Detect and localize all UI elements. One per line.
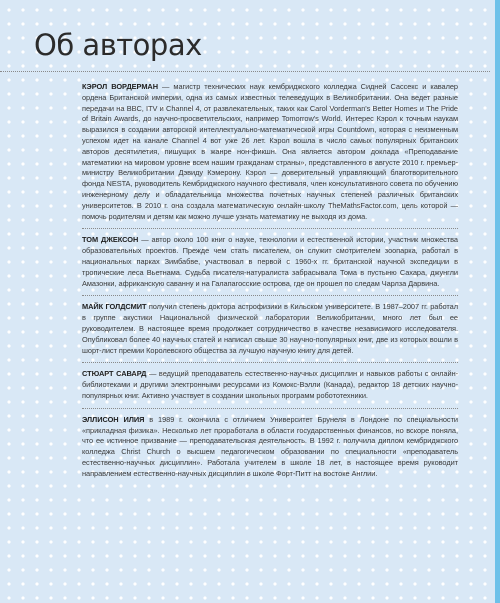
author-bio-text: — ведущий преподаватель естественно-научных дисциплин и навыков работы с онлайн-библиотеками и другими электронными ресурсами из Комокс-Вэлли (Канада), редактор 18 детских научно-популярных книг. Активно участвует в создании школьных программ робототехники. <box>82 369 459 400</box>
author-bio-text: — магистр технических наук кембриджского колледжа Сидней Сассекс и кавалер ордена Британской империи, одна из самых известных телеведущих в Великобритании. Она ведет разные передачи на BBC, ITV и Channel 4, от развлекательных, таких как Carol Vorderman's Better Homes и The Pride of Britain Awards, до научно-просветительских, например Tomorrow's World. Интерес Кэрол к точным наукам выразился в создании авторской интеллектуально-математической игры Countdown, которая с неизменным успехом идет на канале Channel 4 вот уже 26 лет. Кэрол вошла в число самых популярных британских авторов десятилетия, пишущих в жанре нон-фикшн. Она является автором доклада «Преподавание математики на мировом уровне всем нашим гражданам страны», представленного в августе 2010 г. премьер-министру Великобритании Дэвиду Кэмерону. Кэрол — доверительный управляющий благотворительного фонда NESTA, руководитель Кембриджского научного фестиваля, член консультативного совета по обучению инженерному делу и обладательница множества почетных научных степеней различных британских университетов. В 2010 г. она создала математическую онлайн-школу TheMathsFactor.com, цель которой — помочь родителям и детям как можно лучше узнать математику не выходя из дома. <box>82 82 458 221</box>
author-bio-text: получил степень доктора астрофизики в Кильском университете. В 1987–2007 гг. работал в группе акустики Национальной физической лаборатории Великобритании, много лет был ее руководителем. В настоящее время продолжает сотрудничество в качестве независимого исследователя. Опубликовал более 40 научных статей и написал свыше 30 научно-популярных книг, две из которых вошли в шорт-лист премии Королевского общества за лучшую научную книгу для детей. <box>82 302 458 355</box>
author-name: ЭЛЛИСОН ИЛИЯ <box>82 414 145 424</box>
author-bio <box>82 82 458 229</box>
author-bio-text: в 1989 г. окончила с отличием Университет Брунеля в Лондоне по специальности «прикладная физика». Несколько лет проработала в области государственных финансов, но вскоре поняла, что ее истинное призвание — преподавательская деятельность. В 1992 г. получила диплом кембриджского колледжа Christ Church о высшем педагогическом образовании по специальности «преподаватель естественно-научных дисциплин». Работала учителем в школе 18 лет, в настоящее время руководит направлением естественно-научных дисциплин в школе Форт-Питт на востоке Англии. <box>82 414 458 478</box>
author-bio-text: — автор около 100 книг о науке, технологии и естественной истории, участник множества образовательных проектов. Прежде чем стать писателем, он служит смотрителем зоопарка, работал в национальных парках Зимбабве, участвовал в первой с 1960-х гг. британской научной экспедиции в тропические леса Вьетнама. Судьба писателя-натуралиста забрасывала Тома в пустыню Сахара, джунгли Амазонки, африканскую саванну и на Галапагосские острова, где он прошел по следам Чарлза Дарвина. <box>82 235 458 288</box>
author-bio-list <box>82 82 458 492</box>
author-bio <box>82 302 458 363</box>
author-name: ТОМ ДЖЕКСОН <box>82 235 139 245</box>
author-name: СТЮАРТ САВАРД <box>82 369 147 379</box>
author-bio <box>82 235 458 296</box>
page-edge-stripe <box>495 0 500 603</box>
author-bio <box>82 369 458 408</box>
title-divider <box>0 71 490 72</box>
author-name: МАЙК ГОЛДСМИТ <box>82 302 147 312</box>
author-bio <box>82 415 458 486</box>
page-title: Об авторах <box>34 28 202 62</box>
author-name: КЭРОЛ ВОРДЕРМАН <box>82 82 158 91</box>
